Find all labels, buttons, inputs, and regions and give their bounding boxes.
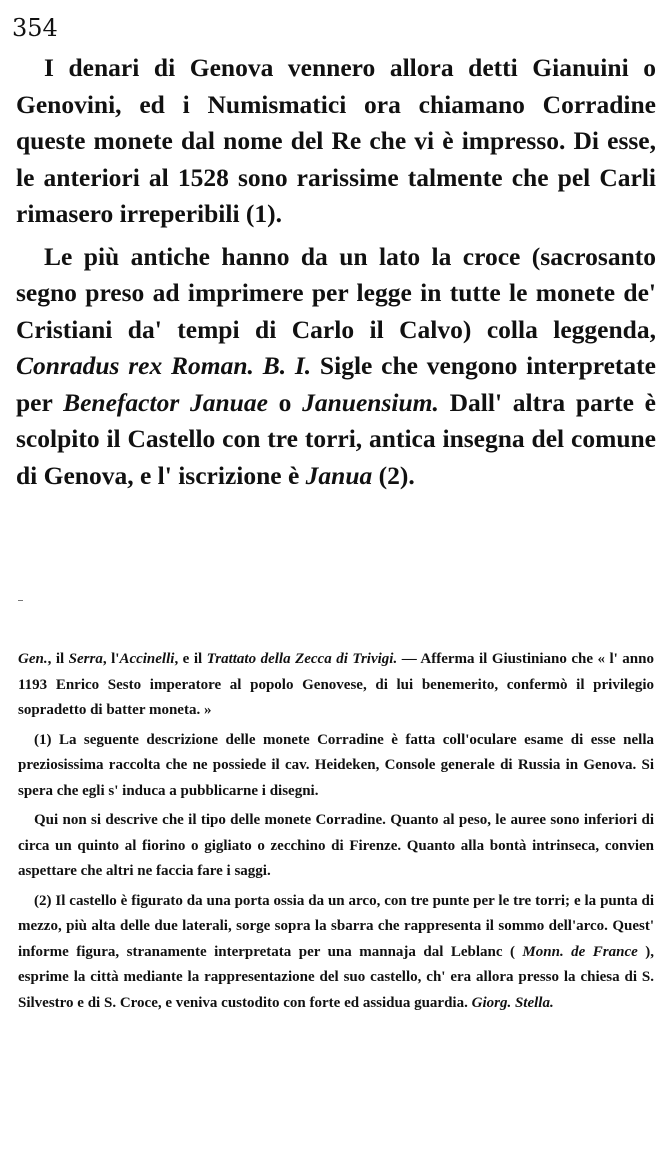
n0-d: , l'	[102, 651, 120, 667]
p2-text-i: (2).	[372, 460, 415, 490]
p2-text-a: Le più antiche hanno da un lato la croce (sacrosanto segno preso ad imprimere per legge in tutte le monete de' Cristiani da' tempi di Carlo il Calvo) colla leggenda,	[16, 241, 656, 344]
footnote-continued	[18, 647, 654, 724]
p2-text-c: Sigle che vengono interpretate per	[16, 351, 656, 417]
footnote-2	[18, 889, 654, 1017]
n0-f: , e il	[174, 651, 207, 667]
p2-text-g: Dall' altra parte è scolpito il Castello con tre torri, antica insegna del comune di Genova, e l' iscrizione è	[16, 387, 657, 490]
n2-monn: Monn. de France	[522, 943, 638, 960]
paragraph-1: I denari di Genova vennero allora detti Gianuini o Genovini, ed i Numismatici ora chiamano Corradine queste monete dal nome del Re che vi è impresso. Di esse, le anteriori al 1528 sono rarissime talmente che pel Carli rimasero irreperibili (1).	[16, 53, 656, 228]
divider-speck	[18, 600, 23, 601]
footnotes	[18, 647, 654, 1020]
n2-c: ), esprime la città mediante la rappresentazione del suo castello, ch' era allora presso la chiesa di S. Silvestro e di S. Croce, e veniva custodito con forte ed assidua guardia.	[18, 943, 654, 1011]
n0-b: , il	[47, 651, 69, 667]
n0-serra: Serra	[68, 651, 103, 667]
n2-stella: Giorg. Stella.	[471, 994, 554, 1011]
paragraph-2	[16, 239, 656, 495]
n2-a: (2) Il castello è figurato da una porta ossia da un arco, con tre punte per le tre torri; e la punta di mezzo, più alta delle due laterali, sorge sopra la sbarra che rappresenta il sommo dell'arco. Quest' informe figura, stranamente interpretata per una mannaja dal Leblanc (	[18, 892, 654, 960]
p2-januensium: Januensium.	[302, 387, 439, 417]
footnote-1-continued: Qui non si descrive che il tipo delle monete Corradine. Quanto al peso, le auree sono inferiori di circa un quinto al fiorino o gigliato o zecchino di Firenze. Quanto alla bontà intrinseca, convien aspettare che altri ne faccia fare i saggi.	[18, 812, 654, 879]
footnote-1: (1) La seguente descrizione delle monete Corradine è fatta coll'oculare esame di esse nella preziosissima raccolta che ne possiede il cav. Heideken, Console generale di Russia in Genova. Si spera che egli s' induca a pubblicarne i disegni.	[18, 731, 654, 799]
page-number: 354	[12, 14, 58, 42]
p2-janua: Janua	[305, 460, 373, 490]
p2-legend: Conradus rex Roman. B. I.	[16, 351, 312, 380]
n0-h: — Afferma il Giustiniano che « l' anno 1193 Enrico Sesto imperatore al popolo Genovese, di lui benemerito, confermò il privilegio sopradetto di batter moneta. »	[18, 651, 654, 718]
n0-accinelli: Accinelli	[119, 651, 175, 667]
main-text	[16, 50, 656, 500]
n0-trattato: Trattato della Zecca di Trivigi.	[206, 651, 398, 667]
p2-benefactor: Benefactor Januae	[63, 387, 268, 417]
p2-text-e: o	[267, 387, 303, 417]
n0-gen: Gen.	[18, 651, 48, 667]
